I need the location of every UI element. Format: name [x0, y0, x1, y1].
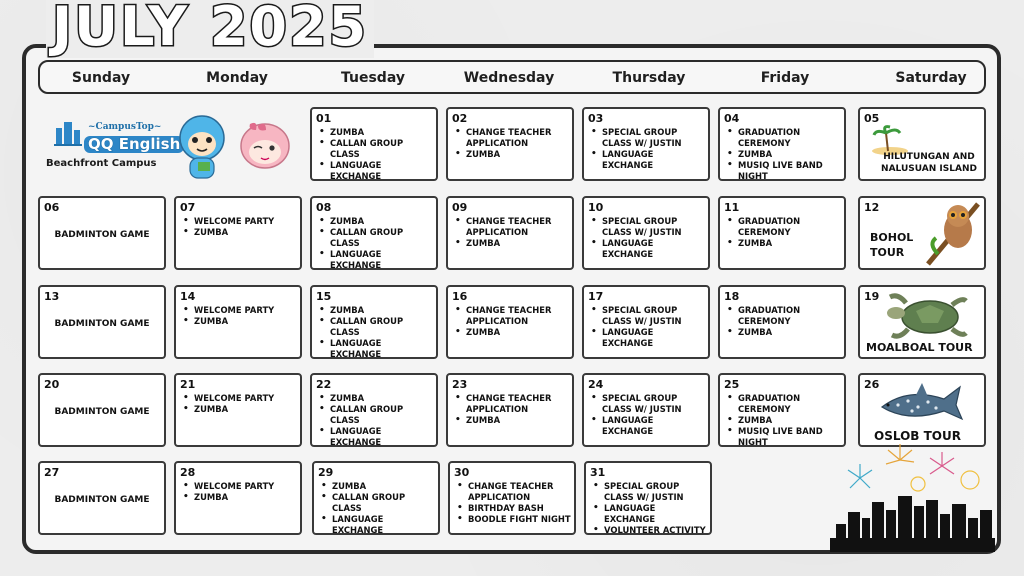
event-item: • CALLAN GROUP CLASS [321, 492, 436, 514]
day-number: 02 [452, 112, 468, 125]
day-number: 17 [588, 290, 604, 303]
event-item: • LANGUAGE EXCHANGE [321, 514, 436, 535]
event-title: BADMINTON GAME [54, 407, 150, 417]
event-list [727, 305, 842, 338]
day-number: 19 [864, 290, 880, 303]
calendar-day-cell [718, 196, 846, 270]
event-item: • ZUMBA [321, 481, 436, 492]
event-list [319, 393, 434, 447]
calendar-day-cell [448, 461, 576, 535]
day-number: 24 [588, 378, 604, 391]
calendar-day-cell [310, 373, 438, 447]
day-saturday: Saturday [895, 70, 967, 86]
day-number: 14 [180, 290, 196, 303]
event-title: BADMINTON GAME [54, 319, 150, 329]
calendar-day-cell [446, 373, 574, 447]
event-item: • ZUMBA [455, 238, 570, 249]
event-item: • SPECIAL GROUP CLASS W/ JUSTIN [593, 481, 708, 503]
event-list [183, 393, 298, 415]
logo-campus-name: Beachfront Campus [46, 158, 157, 169]
calendar-day-cell [718, 373, 846, 447]
event-item: • BIRTHDAY BASH [457, 503, 572, 514]
calendar-day-cell [174, 196, 302, 270]
day-sunday: Sunday [71, 70, 131, 86]
event-item: • ZUMBA [455, 415, 570, 426]
event-item: • VOLUNTEER ACTIVITY [593, 525, 708, 535]
event-item: • ZUMBA [727, 149, 842, 160]
event-item: • GRADUATION CEREMONY [727, 305, 842, 327]
day-number: 28 [180, 466, 196, 479]
event-item: • SPECIAL GROUP CLASS W/ JUSTIN [591, 127, 706, 149]
event-list [455, 216, 570, 249]
day-number: 30 [454, 466, 470, 479]
event-item: • ZUMBA [455, 149, 570, 160]
calendar-day-cell [582, 373, 710, 447]
event-list [727, 393, 842, 447]
day-number: 27 [44, 466, 60, 479]
event-item: • ZUMBA [727, 238, 842, 249]
day-number: 10 [588, 201, 604, 214]
event-list [591, 305, 706, 349]
day-number: 13 [44, 290, 60, 303]
event-item: • ZUMBA [183, 404, 298, 415]
event-item: • SPECIAL GROUP CLASS W/ JUSTIN [591, 393, 706, 415]
day-number: 25 [724, 378, 740, 391]
event-item: • GRADUATION CEREMONY [727, 393, 842, 415]
event-list [183, 481, 298, 503]
calendar-day-cell [310, 107, 438, 181]
day-tuesday: Tuesday [341, 70, 405, 86]
event-item: • BOODLE FIGHT NIGHT [457, 514, 572, 525]
event-list [455, 305, 570, 338]
calendar-day-cell [582, 196, 710, 270]
day-number: 07 [180, 201, 196, 214]
pink-monkey-mascot-icon [236, 116, 294, 184]
calendar-day-cell [582, 285, 710, 359]
event-list [183, 216, 298, 238]
calendar-day-cell [858, 373, 986, 447]
event-item: • MUSIQ LIVE BAND NIGHT [727, 426, 842, 447]
calendar-day-cell [446, 107, 574, 181]
tour-title: BOHOL TOUR [870, 231, 914, 259]
day-number: 21 [180, 378, 196, 391]
event-list [183, 305, 298, 327]
event-item: • WELCOME PARTY [183, 216, 298, 227]
event-item: • GRADUATION CEREMONY [727, 216, 842, 238]
logo-tagline: ~CampusTop~ [88, 122, 162, 132]
calendar-day-cell [858, 285, 986, 359]
event-list [727, 127, 842, 181]
day-number: 26 [864, 378, 880, 391]
event-list [593, 481, 708, 535]
event-list [319, 216, 434, 270]
event-item: • ZUMBA [319, 393, 434, 404]
event-list [319, 305, 434, 359]
calendar-day-cell [38, 196, 166, 270]
day-number: 05 [864, 112, 880, 125]
event-list [455, 393, 570, 426]
event-item: • CHANGE TEACHER APPLICATION [455, 305, 570, 327]
event-item: • CALLAN GROUP CLASS [319, 227, 434, 249]
event-list [321, 481, 436, 535]
event-item: • LANGUAGE EXCHANGE [591, 238, 706, 260]
day-number: 23 [452, 378, 468, 391]
event-title: BADMINTON GAME [54, 230, 150, 240]
sea-turtle-icon [886, 289, 970, 341]
calendar-title: JULY 2025 [46, 0, 374, 58]
day-number: 31 [590, 466, 606, 479]
event-item: • ZUMBA [183, 227, 298, 238]
event-item: • ZUMBA [319, 216, 434, 227]
event-item: • CALLAN GROUP CLASS [319, 138, 434, 160]
event-item: • CHANGE TEACHER APPLICATION [455, 127, 570, 149]
event-item: • LANGUAGE EXCHANGE [591, 149, 706, 171]
day-number: 15 [316, 290, 332, 303]
day-number: 18 [724, 290, 740, 303]
day-number: 29 [318, 466, 334, 479]
whale-shark-icon [878, 381, 966, 427]
event-list [727, 216, 842, 249]
event-item: • WELCOME PARTY [183, 481, 298, 492]
event-item: • GRADUATION CEREMONY [727, 127, 842, 149]
event-list [591, 216, 706, 260]
day-thursday: Thursday [612, 70, 686, 86]
day-number: 16 [452, 290, 468, 303]
event-list [319, 127, 434, 181]
calendar-day-cell [38, 461, 166, 535]
weekday-header [38, 60, 986, 94]
event-item: • ZUMBA [183, 316, 298, 327]
calendar-day-cell [174, 373, 302, 447]
tour-title: OSLOB TOUR [874, 429, 961, 443]
event-item: • CHANGE TEACHER APPLICATION [457, 481, 572, 503]
day-wednesday: Wednesday [463, 70, 555, 86]
day-number: 01 [316, 112, 332, 125]
day-number: 06 [44, 201, 60, 214]
event-item: • ZUMBA [727, 415, 842, 426]
blue-monkey-mascot-icon [172, 112, 232, 184]
event-item: • ZUMBA [183, 492, 298, 503]
day-number: 08 [316, 201, 332, 214]
calendar-day-cell [858, 107, 986, 181]
calendar-day-cell [446, 285, 574, 359]
calendar-day-cell [446, 196, 574, 270]
logo-brand: QQ English [84, 136, 184, 153]
calendar-day-cell [718, 285, 846, 359]
day-number: 11 [724, 201, 740, 214]
event-item: • LANGUAGE EXCHANGE [591, 327, 706, 349]
event-item: • LANGUAGE EXCHANGE [593, 503, 708, 525]
calendar-day-cell [582, 107, 710, 181]
event-list [457, 481, 572, 525]
day-monday: Monday [206, 70, 268, 86]
event-list [591, 393, 706, 437]
day-number: 22 [316, 378, 332, 391]
calendar-day-cell [310, 196, 438, 270]
event-item: • LANGUAGE EXCHANGE [319, 160, 434, 181]
event-item: • LANGUAGE EXCHANGE [319, 426, 434, 447]
event-item: • WELCOME PARTY [183, 305, 298, 316]
event-item: • ZUMBA [727, 327, 842, 338]
day-number: 12 [864, 201, 880, 214]
event-item: • CALLAN GROUP CLASS [319, 316, 434, 338]
event-item: • LANGUAGE EXCHANGE [591, 415, 706, 437]
event-item: • ZUMBA [319, 305, 434, 316]
tour-title: HILUTUNGAN AND NALUSUAN ISLAND [881, 152, 977, 174]
day-number: 20 [44, 378, 60, 391]
calendar-day-cell [310, 285, 438, 359]
calendar-day-cell [38, 285, 166, 359]
calendar-day-cell [584, 461, 712, 535]
day-number: 03 [588, 112, 604, 125]
calendar-day-cell [38, 373, 166, 447]
calendar-day-cell [312, 461, 440, 535]
calendar-day-cell [174, 461, 302, 535]
event-item: • MUSIQ LIVE BAND NIGHT [727, 160, 842, 181]
calendar-day-cell [718, 107, 846, 181]
event-list [591, 127, 706, 171]
qq-english-logo [44, 116, 302, 186]
calendar-day-cell [174, 285, 302, 359]
event-item: • SPECIAL GROUP CLASS W/ JUSTIN [591, 305, 706, 327]
day-number: 09 [452, 201, 468, 214]
day-number: 04 [724, 112, 740, 125]
city-fireworks-decoration-icon [830, 440, 995, 552]
event-list [455, 127, 570, 160]
tour-title: MOALBOAL TOUR [866, 341, 973, 354]
event-item: • ZUMBA [319, 127, 434, 138]
campus-building-icon [54, 120, 82, 146]
event-title: BADMINTON GAME [54, 495, 150, 505]
event-item: • ZUMBA [455, 327, 570, 338]
calendar-day-cell [858, 196, 986, 270]
day-friday: Friday [760, 70, 810, 86]
event-item: • CALLAN GROUP CLASS [319, 404, 434, 426]
event-item: • WELCOME PARTY [183, 393, 298, 404]
event-item: • LANGUAGE EXCHANGE [319, 338, 434, 359]
event-item: • SPECIAL GROUP CLASS W/ JUSTIN [591, 216, 706, 238]
event-item: • CHANGE TEACHER APPLICATION [455, 216, 570, 238]
event-item: • LANGUAGE EXCHANGE [319, 249, 434, 270]
event-item: • CHANGE TEACHER APPLICATION [455, 393, 570, 415]
